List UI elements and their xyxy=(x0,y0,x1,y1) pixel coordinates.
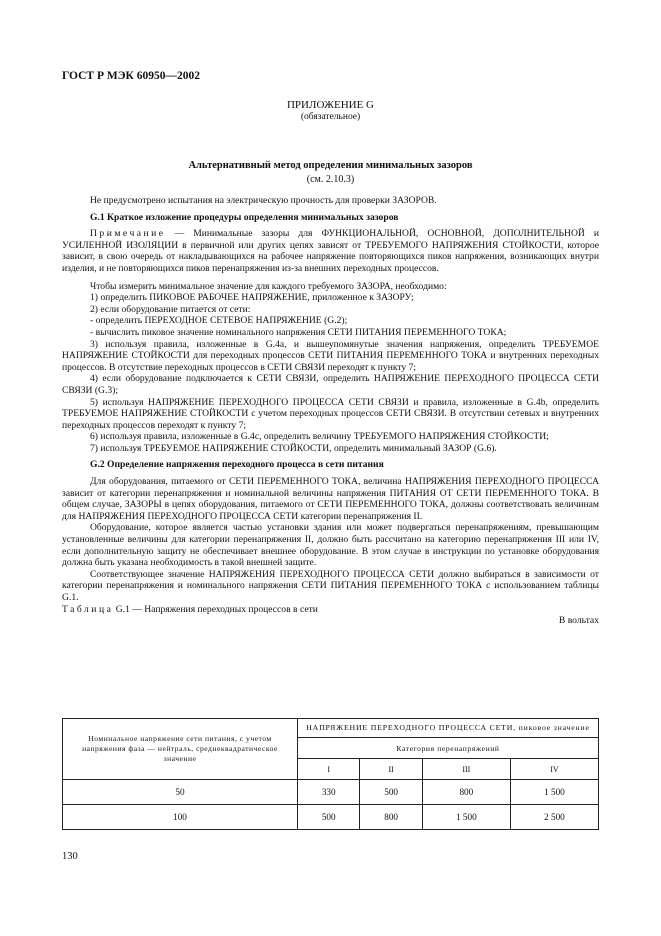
value-cell: 1 500 xyxy=(422,805,510,830)
g2-paragraph: Для оборудования, питаемого от СЕТИ ПЕРЕМЕННОГО ТОКА, величина НАПРЯЖЕНИЯ ПЕРЕХОДНОГО ПРОЦЕССА зависит от категории перенапряжения и номинальной величины напряжения ПИТАНИЯ ОТ СЕТИ ПЕРЕМЕННОГО ТОКА. В общем случае, ЗАЗОРЫ в цепях оборудования, питаемого от СЕТИ ПЕРЕМЕННОГО ТОКА, должны соответствовать величинам для НАПРЯЖЕНИЯ ПЕРЕХОДНОГО ПРОЦЕССА СЕТИ категории перенапряжения II. xyxy=(62,476,599,522)
value-cell: 330 xyxy=(298,780,360,805)
appendix-status: (обязательное) xyxy=(300,112,361,122)
g2-paragraph: Оборудование, которое является частью установки здания или может подвергаться перенапряжениям, превышающим установленные величины для категории перенапряжения II, должно быть рассчитано на категорию перенапряжения III или IV, если дополнительную защиту не обеспечивает внешнее оборудование. В этом случае в инструкции по установке оборудования должна быть указана необходимость в такой внешней защите. xyxy=(62,522,599,569)
nominal-cell: 100 xyxy=(63,805,298,830)
step-item: 3) используя правила, изложенные в G.4a, и вышеупомянутые значения напряжения, определить ТРЕБУЕМОЕ НАПРЯЖЕНИЕ СТОЙКОСТИ для переходных процессов СЕТИ ПИТАНИЯ ПЕРЕМЕННОГО ТОКА и внутренних переходных процессов. В отсутствие переходных процессов в СЕТИ СВЯЗИ переходят к пункту 7; xyxy=(62,338,599,373)
table-unit: В вольтах xyxy=(558,615,599,627)
page-number: 130 xyxy=(62,851,78,862)
document-body xyxy=(62,195,599,627)
standard-header: ГОСТ Р МЭК 60950—2002 xyxy=(62,70,200,82)
transient-voltage-header: НАПРЯЖЕНИЕ ПЕРЕХОДНОГО ПРОЦЕССА СЕТИ, пиковое значение xyxy=(298,719,599,738)
step-item: 6) используя правила, изложенные в G.4c, определить величину ТРЕБУЕМОГО НАПРЯЖЕНИЯ СТОЙКОСТИ; xyxy=(90,431,549,443)
g2-heading: G.2 Определение напряжения переходного процесса в сети питания xyxy=(90,459,384,471)
g1-heading: G.1 Краткое изложение процедуры определения минимальных зазоров xyxy=(90,211,399,223)
table-caption xyxy=(62,604,599,616)
table-row xyxy=(63,805,599,830)
table-caption-text: G.1 — Напряжения переходных процессов в сети xyxy=(113,603,318,615)
note-text: — Минимальные зазоры для ФУНКЦИОНАЛЬНОЙ, ОСНОВНОЙ, ДОПОЛНИТЕЛЬНОЙ и УСИЛЕННОЙ ИЗОЛЯЦИИ в первичной или других цепях зависят от ТРЕБУЕМОГО НАПРЯЖЕНИЯ СТОЙКОСТИ, которое зависит, в свою очередь от накладывающихся на рабочее напряжение повторяющихся пиков напряжения, возникающих внутри изделия, и не повторяющихся пиков перенапряжения из-за внешних переходных процессов. xyxy=(62,228,599,274)
value-cell: 1 500 xyxy=(510,780,598,805)
intro-paragraph: Не предусмотрено испытания на электрическую прочность для проверки ЗАЗОРОВ. xyxy=(90,195,437,206)
category-header: IV xyxy=(510,759,598,780)
step-item: 2) если оборудование питается от сети: xyxy=(90,303,251,315)
table-row xyxy=(63,780,599,805)
step-item: 1) определить ПИКОВОЕ РАБОЧЕЕ НАПРЯЖЕНИЕ, приложенное к ЗАЗОРУ; xyxy=(90,292,414,304)
value-cell: 500 xyxy=(298,805,360,830)
category-header: I xyxy=(298,759,360,780)
category-header: III xyxy=(422,759,510,780)
section-title: Альтернативный метод определения минимальных зазоров xyxy=(188,160,473,171)
step-item: 7) используя ТРЕБУЕМОЕ НАПРЯЖЕНИЕ СТОЙКОСТИ, определить минимальный ЗАЗОР (G.6). xyxy=(90,442,497,454)
appendix-title: ПРИЛОЖЕНИЕ G xyxy=(286,99,374,111)
step-intro: Чтобы измерить минимальное значение для каждого требуемого ЗАЗОРА, необходимо: xyxy=(90,280,447,292)
g2-paragraph: Соответствующее значение НАПРЯЖЕНИЯ ПЕРЕХОДНОГО ПРОЦЕССА СЕТИ должно выбираться в зависимости от категории перенапряжения и номинального напряжения СЕТИ ПИТАНИЯ ПЕРЕМЕННОГО ТОКА с использованием таблицы G.1. xyxy=(62,568,599,603)
value-cell: 500 xyxy=(360,780,422,805)
note-paragraph xyxy=(62,228,599,274)
table-label: Таблица xyxy=(62,603,114,615)
category-group-header: Категория перенапряжений xyxy=(298,738,599,759)
note-label: Примечание xyxy=(90,228,166,240)
value-cell: 800 xyxy=(422,780,510,805)
step-item: - определить ПЕРЕХОДНОЕ СЕТЕВОЕ НАПРЯЖЕНИЕ (G.2); xyxy=(90,315,348,327)
step-item: - вычислить пиковое значение номинального напряжения СЕТИ ПИТАНИЯ ПЕРЕМЕННОГО ТОКА; xyxy=(90,326,507,338)
nominal-cell: 50 xyxy=(63,780,298,805)
value-cell: 2 500 xyxy=(510,805,598,830)
section-reference: (см. 2.10.3) xyxy=(306,174,355,185)
value-cell: 800 xyxy=(360,805,422,830)
nominal-voltage-header: Номинальное напряжение сети питания, с учетом напряжения фаза — нейтраль, среднеквадратическое значение xyxy=(63,719,298,780)
category-header: II xyxy=(360,759,422,780)
voltage-table xyxy=(62,718,599,830)
step-item: 4) если оборудование подключается к СЕТИ СВЯЗИ, определить НАПРЯЖЕНИЕ ПЕРЕХОДНОГО ПРОЦЕССА СЕТИ СВЯЗИ (G.3); xyxy=(62,373,599,396)
step-item: 5) используя НАПРЯЖЕНИЕ ПЕРЕХОДНОГО ПРОЦЕССА СЕТИ СВЯЗИ и правила, изложенные в G.4b, определить ТРЕБУЕМОЕ НАПРЯЖЕНИЕ СТОЙКОСТИ с учетом переходных процессов СЕТИ СВЯЗИ. В отсутствии сетевых и внутренних переходных процессов переходят к пункту 7; xyxy=(62,396,599,431)
